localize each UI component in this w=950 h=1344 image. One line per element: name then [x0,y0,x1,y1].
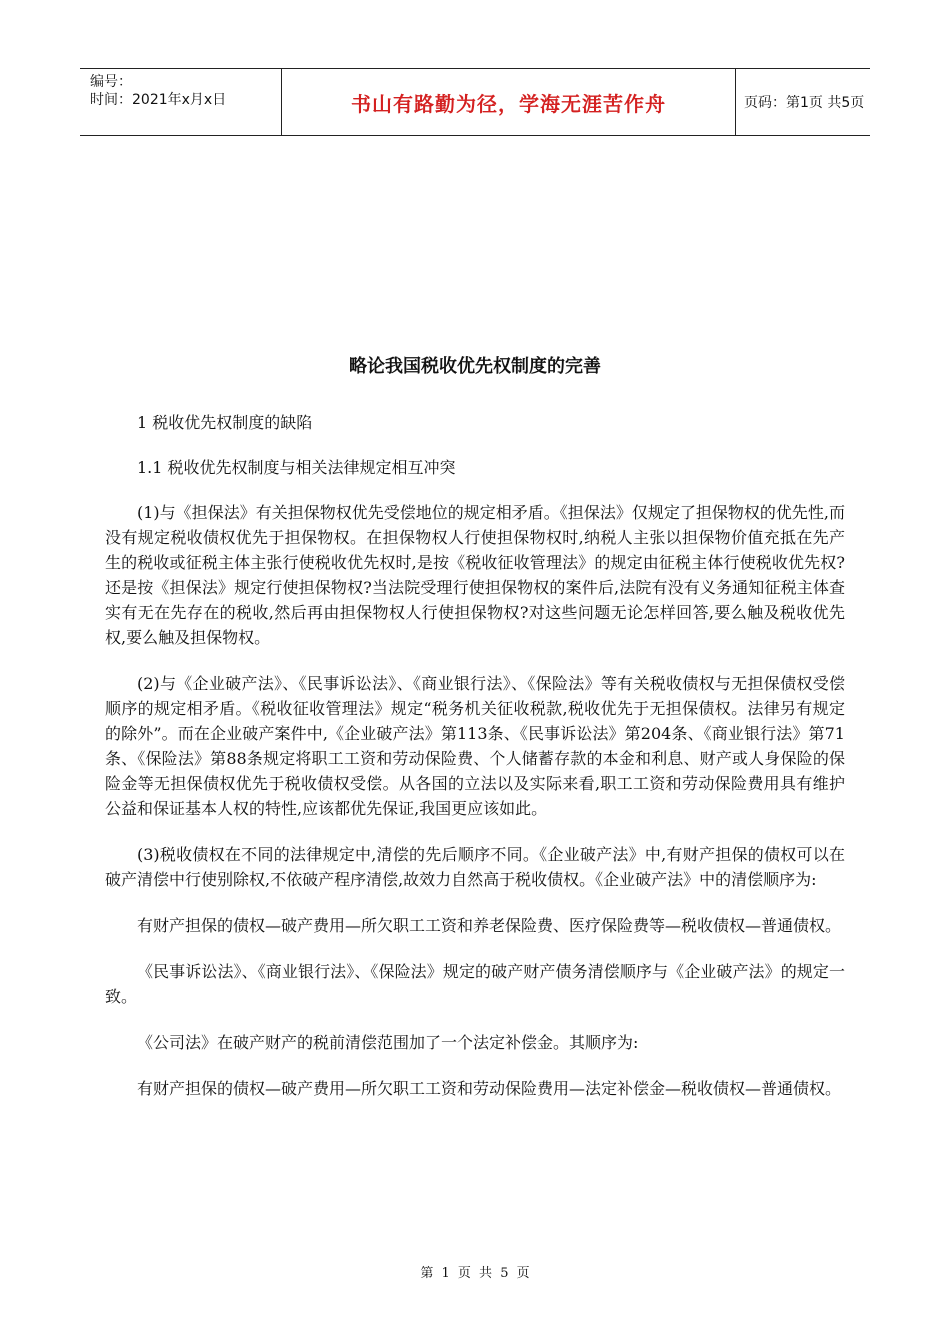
paragraph: 有财产担保的债权—破产费用—所欠职工工资和劳动保险费用—法定补偿金—税收债权—普通债权。 [137,1079,842,1098]
section-heading-1: 1 税收优先权制度的缺陷 [137,413,313,432]
paragraph: 有财产担保的债权—破产费用—所欠职工工资和养老保险费、医疗保险费等—税收债权—普通债权。 [137,916,842,935]
section-heading-1-1: 1.1 税收优先权制度与相关法律规定相互冲突 [137,458,456,477]
header-page-info: 页码：第1页 共5页 [744,95,865,111]
header-number-label: 编号： [90,74,132,90]
document-header [80,68,870,136]
page-footer: 第 1 页 共 5 页 [420,1266,530,1281]
paragraph: (1)与《担保法》有关担保物权优先受偿地位的规定相矛盾。《担保法》仅规定了担保物权的优先性,而没有规定税收债权优先于担保物权。在担保物权人行使担保物权时,纳税人主张以担保物价值充抵在先产生的税收或征税主体主张行使税收优先权时,是按《税收征收管理法》的规定由征税主体行使税收优先权?还是按《担保法》规定行使担保物权?当法院受理行使担保物权的案件后,法院有没有义务通知征税主体查实有无在先存在的税收,然后再由担保物权人行使担保物权?对这些问题无论怎样回答,要么触及税收优先权,要么触及担保物权。 [105,503,845,647]
paragraph: 《公司法》在破产财产的税前清偿范围加了一个法定补偿金。其顺序为: [137,1033,639,1052]
document-title: 略论我国税收优先权制度的完善 [349,356,601,377]
paragraph: (3)税收债权在不同的法律规定中,清偿的先后顺序不同。《企业破产法》中,有财产担保的债权可以在破产清偿中行使别除权,不依破产程序清偿,故效力自然高于税收债权。《企业破产法》中的清偿顺序为: [105,845,845,889]
paragraph: (2)与《企业破产法》、《民事诉讼法》、《商业银行法》、《保险法》等有关税收债权与无担保债权受偿顺序的规定相矛盾。《税收征收管理法》规定“税务机关征收税款,税收优先于无担保债权。法律另有规定的除外”。而在企业破产案件中,《企业破产法》第113条、《民事诉讼法》第204条、《商业银行法》第71条、《保险法》第88条规定将职工工资和劳动保险费、个人储蓄存款的本金和利息、财产或人身保险的保险金等无担保债权优先于税收债权受偿。从各国的立法以及实际来看,职工工资和劳动保险费用具有维护公益和保证基本人权的特性,应该都优先保证,我国更应该如此。 [105,674,845,818]
header-time-label: 时间：2021年x月x日 [90,92,227,108]
document-body [105,410,845,1122]
header-motto: 书山有路勤为径，学海无涯苦作舟 [282,69,736,135]
paragraph: 《民事诉讼法》、《商业银行法》、《保险法》规定的破产财产债务清偿顺序与《企业破产法》的规定一致。 [105,962,845,1006]
header-meta [80,69,282,135]
